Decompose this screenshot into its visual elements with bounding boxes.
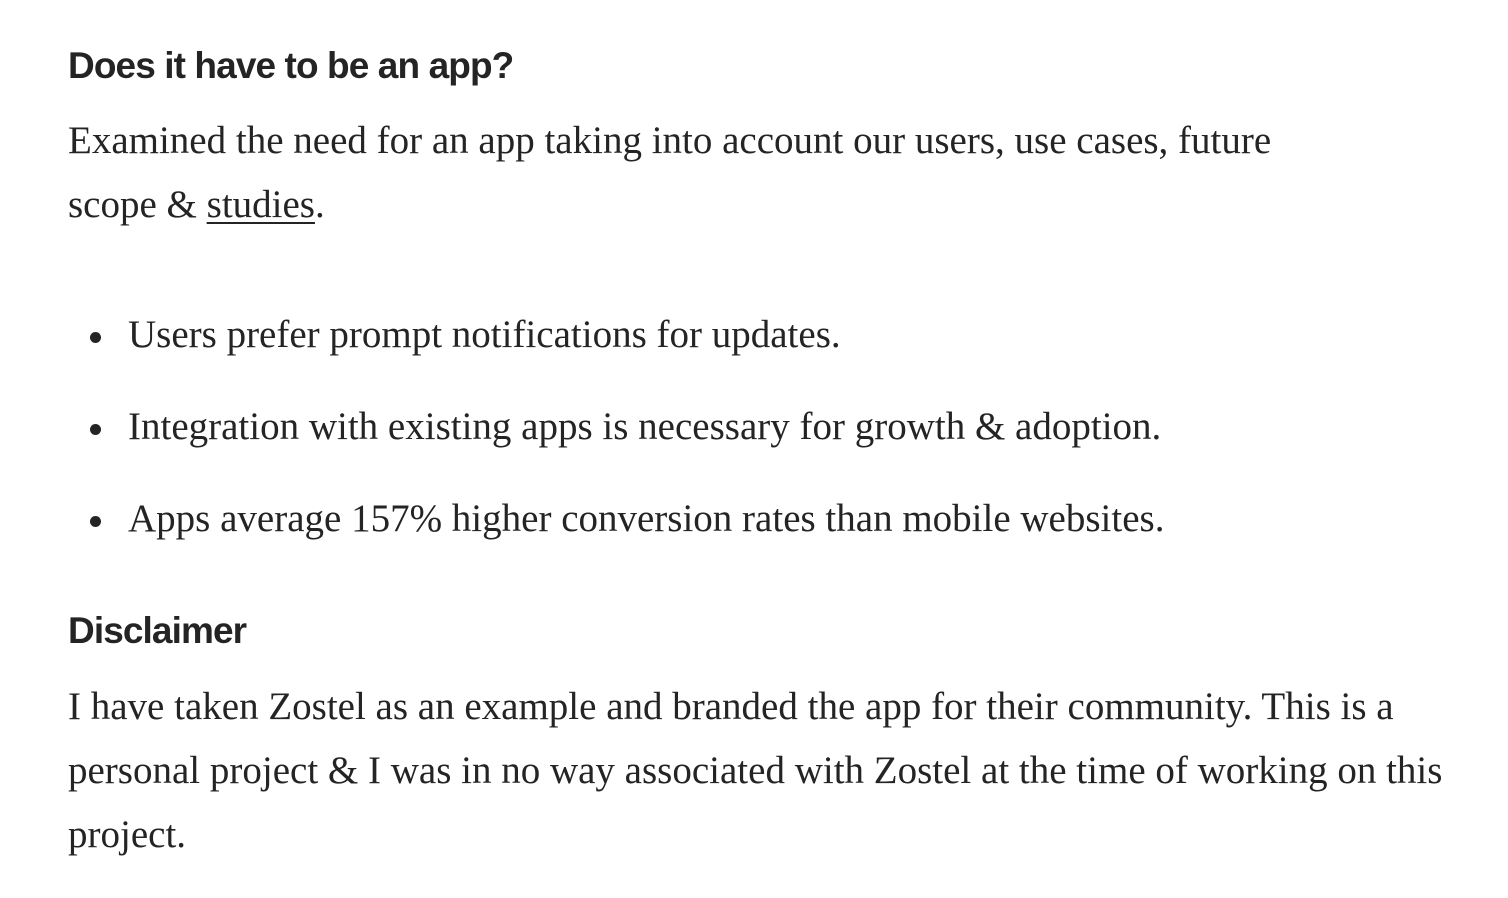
- bullet-icon: [90, 332, 101, 343]
- list-item: [68, 487, 1448, 551]
- findings-list: [68, 303, 1448, 579]
- studies-link[interactable]: studies: [206, 183, 315, 226]
- list-item: [68, 303, 1448, 367]
- list-item-text: Integration with existing apps is necessary for growth & adoption.: [128, 405, 1162, 448]
- disclaimer-paragraph: I have taken Zostel as an example and branded the app for their community. This is a personal project & I was in no way associated with Zostel at the time of working on this project.: [68, 685, 1443, 856]
- app-need-paragraph: [68, 109, 1368, 237]
- list-item-text: Apps average 157% higher conversion rates than mobile websites.: [128, 497, 1165, 540]
- section-heading-app: Does it have to be an app?: [68, 45, 514, 86]
- list-item-text: Users prefer prompt notifications for updates.: [128, 313, 841, 356]
- paragraph-text: Examined the need for an app taking into account our users, use cases, future scope &: [68, 119, 1272, 226]
- bullet-icon: [90, 424, 101, 435]
- paragraph-period: .: [314, 183, 325, 226]
- bullet-icon: [90, 516, 101, 527]
- section-heading-disclaimer: Disclaimer: [68, 610, 247, 651]
- list-item: [68, 395, 1448, 459]
